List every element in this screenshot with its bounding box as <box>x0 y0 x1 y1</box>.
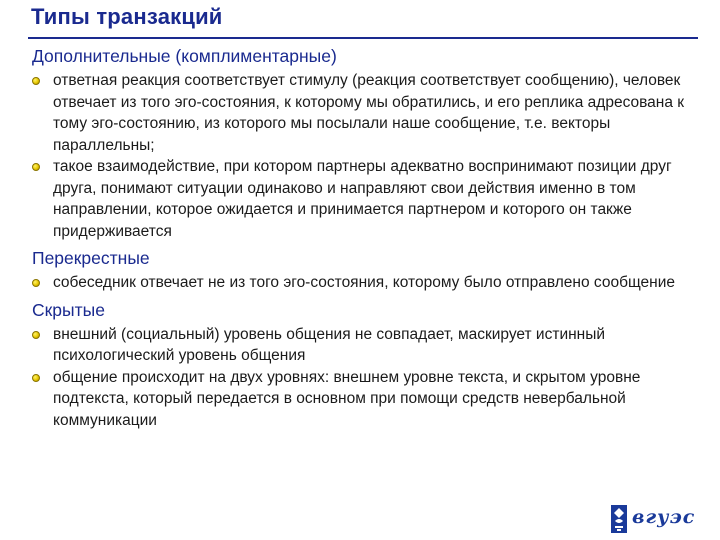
section-heading: Перекрестные <box>32 248 150 268</box>
bullet-list <box>32 70 702 242</box>
section-hidden <box>32 298 702 432</box>
section-complementary <box>32 44 702 242</box>
bullet-list <box>32 324 702 432</box>
section-heading: Дополнительные (комплиментарные) <box>32 46 337 66</box>
logo-wordmark: вгуэс <box>632 506 696 528</box>
crest-icon <box>610 504 628 534</box>
list-item <box>32 156 702 242</box>
bullet-icon <box>32 163 40 171</box>
section-crossed <box>32 246 702 294</box>
list-item <box>32 272 702 294</box>
page-title: Типы транзакций <box>31 4 223 29</box>
list-item-text: внешний (социальный) уровень общения не совпадает, маскирует истинный психологический уровень общения <box>53 325 606 364</box>
list-item-text: собеседник отвечает не из того эго-состояния, которому было отправлено сообщение <box>53 274 675 291</box>
list-item-text: общение происходит на двух уровнях: внешнем уровне текста, и скрытом уровне подтекста, который передается в основном при помощи средств невербальной коммуникации <box>53 368 641 429</box>
bullet-list <box>32 272 702 294</box>
list-item <box>32 324 702 367</box>
title-underline <box>28 37 698 39</box>
bullet-icon <box>32 77 40 85</box>
list-item <box>32 70 702 156</box>
list-item <box>32 367 702 432</box>
bullet-icon <box>32 374 40 382</box>
section-heading: Скрытые <box>32 299 105 320</box>
list-item-text: такое взаимодействие, при котором партнеры адекватно воспринимают позиции друг друга, понимают ситуации одинаково и направляют свои действия именно в том направлении, которое ожидается и принимается партнером и которого он также придерживается <box>53 158 672 240</box>
bullet-icon <box>32 331 40 339</box>
university-logo <box>608 504 696 534</box>
list-item-text: ответная реакция соответствует стимулу (реакция соответствует сообщению), человек отвечает из того эго-состояния, к которому мы обратились, и его реплика адресована к тому эго-состоянию, из которого мы посылали наше сообщение, т.е. векторы параллельны; <box>53 72 685 154</box>
content-area <box>32 44 702 435</box>
bullet-icon <box>32 279 40 287</box>
